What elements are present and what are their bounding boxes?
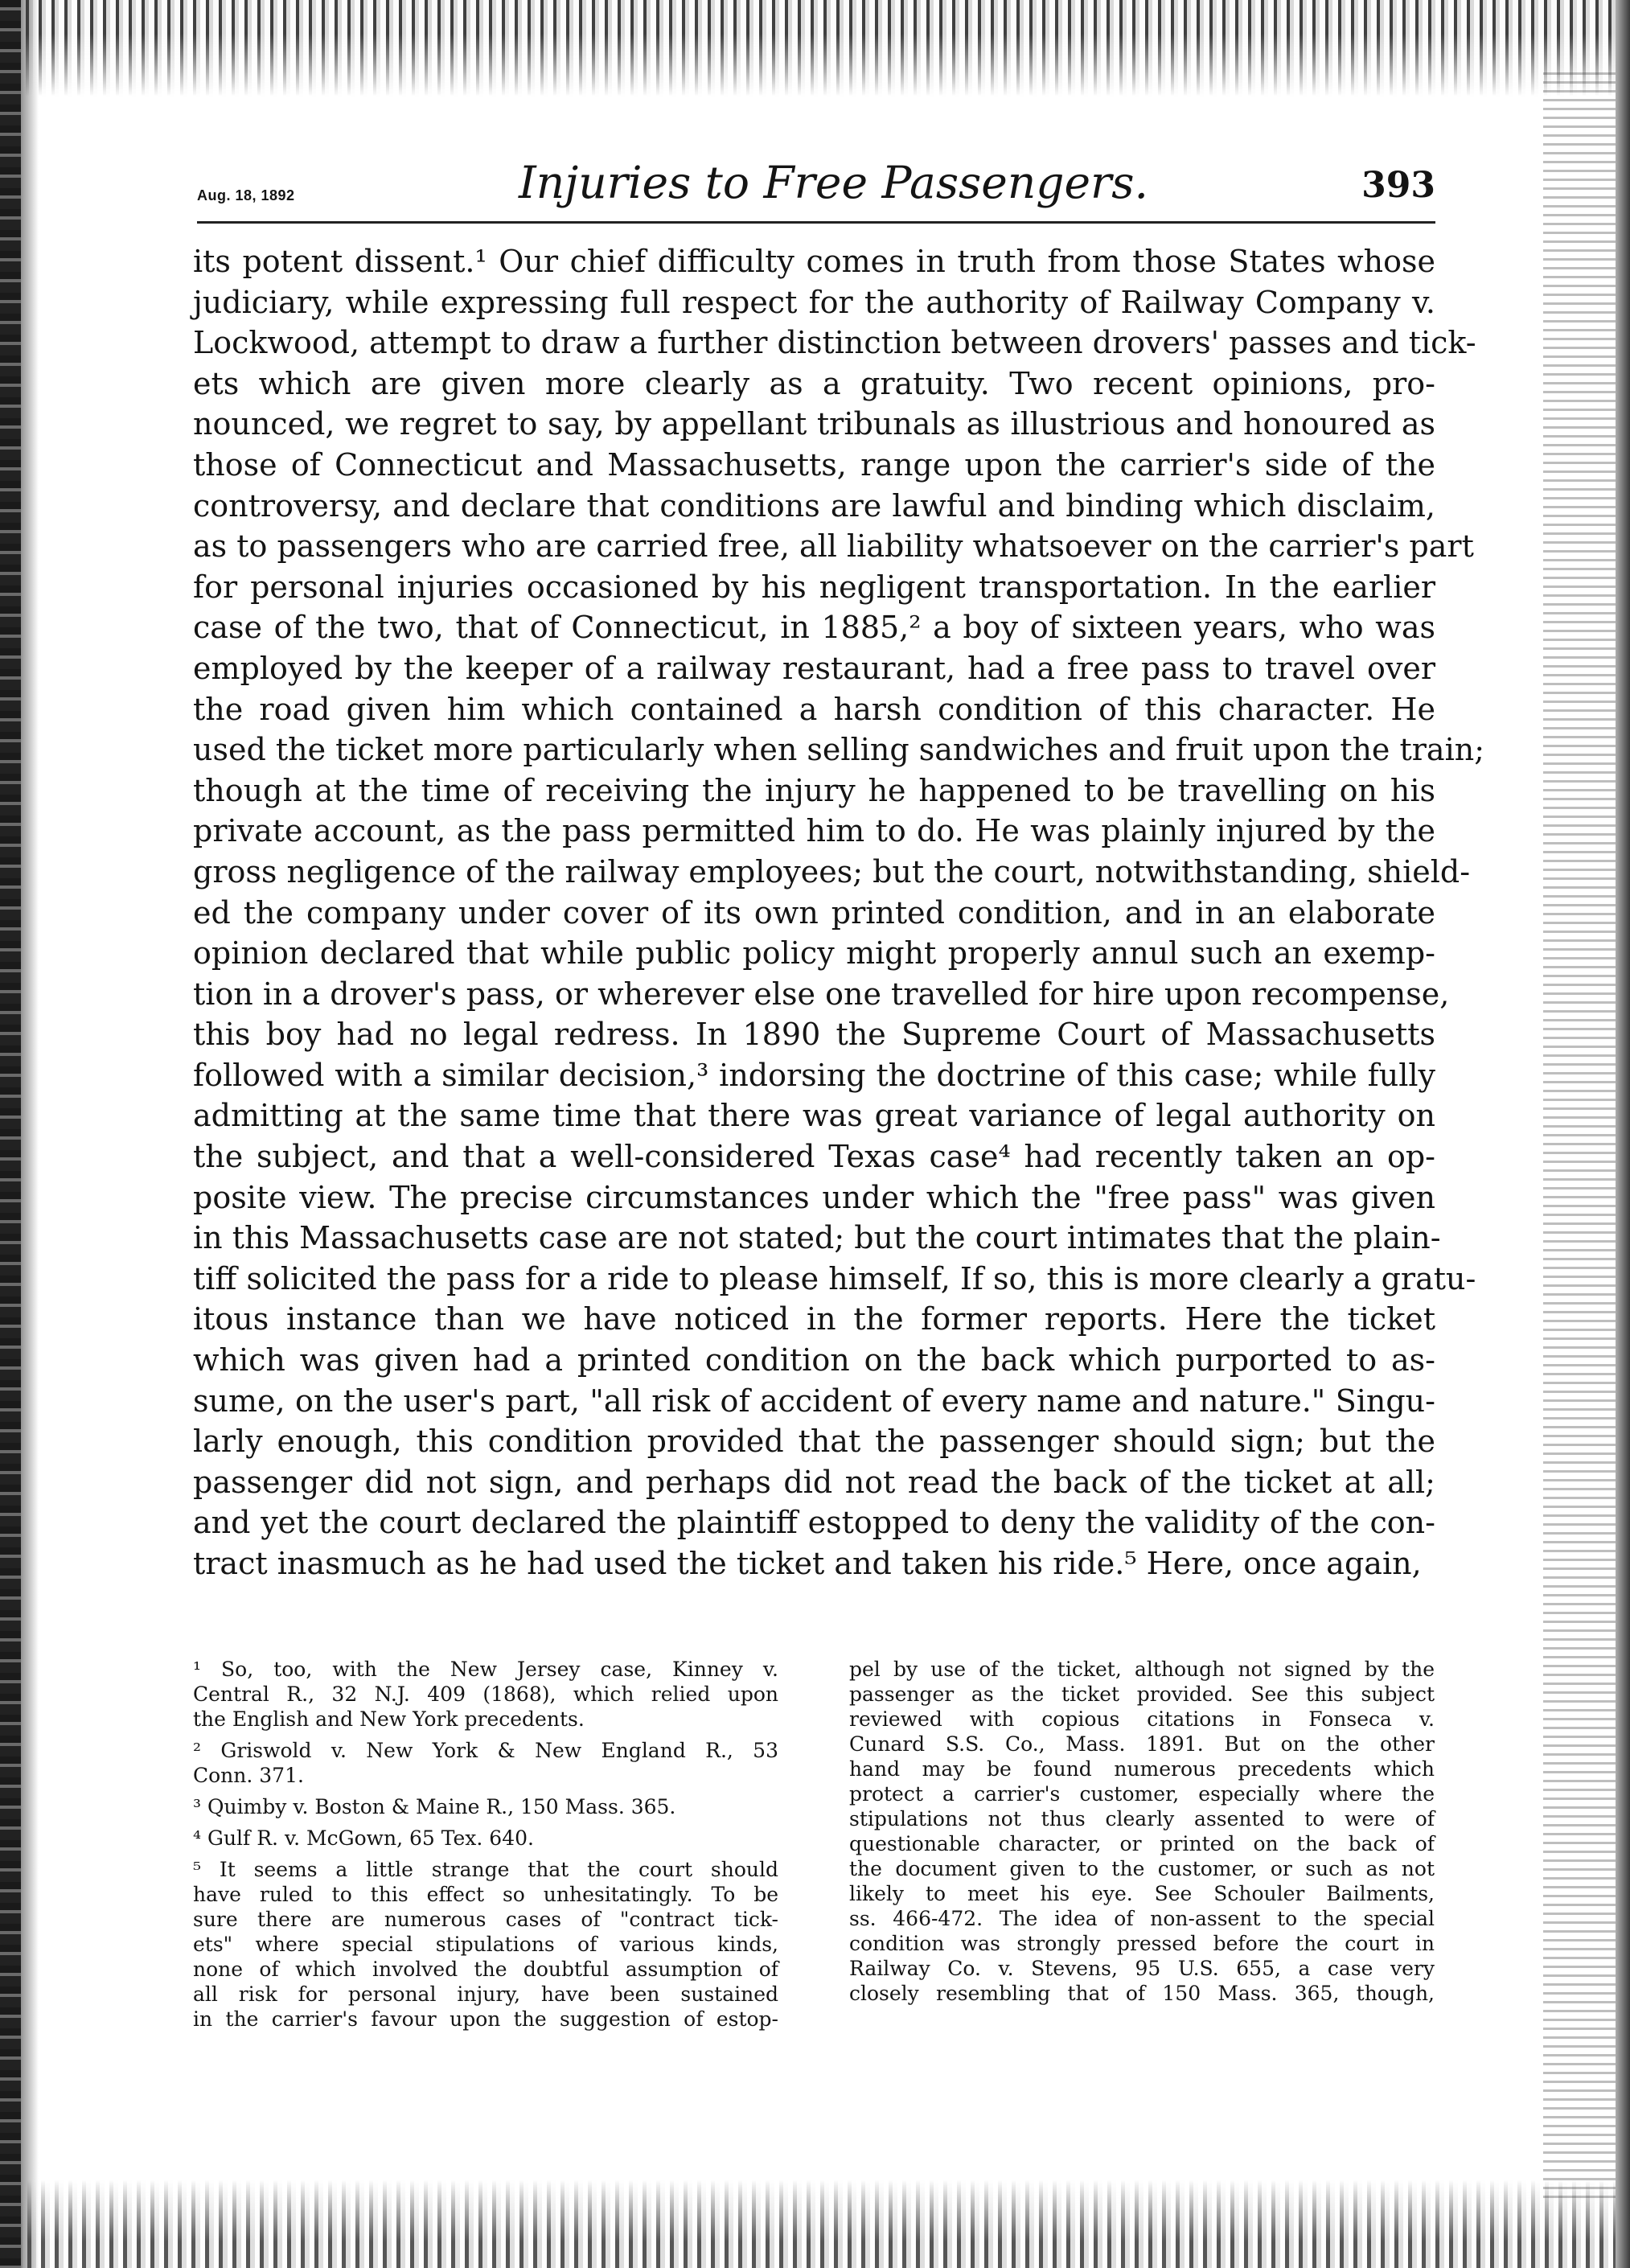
issue-date: Aug. 18, 1892 (197, 187, 295, 203)
page-title: Injuries to Free Passengers. (519, 157, 1148, 208)
footnote-line: likely to meet his eye. See Schouler Bailments, (849, 1882, 1435, 1905)
footnote-line: pel by use of the ticket, although not signed by the (849, 1658, 1435, 1681)
footnote-line: stipulations not thus clearly assented to were of (849, 1807, 1435, 1830)
scan-left-shadow (21, 0, 39, 2268)
footnote-line: closely resembling that of 150 Mass. 365, though, (849, 1982, 1435, 2005)
text-line: employed by the keeper of a railway restaurant, had a free pass to travel over (193, 650, 1435, 686)
footnote-line: ets" where special stipulations of various kinds, (193, 1933, 778, 1956)
text-line: controversy, and declare that conditions are lawful and binding which disclaim, (193, 487, 1435, 524)
text-line: private account, as the pass permitted him to do. He was plainly injured by the (193, 813, 1435, 849)
text-line: sume, on the user's part, "all risk of accident of every name and nature." Singu- (193, 1383, 1435, 1419)
text-line: posite view. The precise circumstances under which the "free pass" was given (193, 1179, 1435, 1215)
footnote-line: ⁵ It seems a little strange that the court should (193, 1858, 778, 1881)
footnote-line: ⁴ Gulf R. v. McGown, 65 Tex. 640. (193, 1826, 534, 1850)
footnote-line: the English and New York precedents. (193, 1707, 585, 1731)
text-line: tract inasmuch as he had used the ticket and taken his ride.⁵ Here, once again, (193, 1546, 1422, 1581)
text-line: larly enough, this condition provided that the passenger should sign; but the (193, 1424, 1435, 1460)
text-line: tiff solicited the pass for a ride to please himself, If so, this is more clearly a gratu- (193, 1260, 1476, 1296)
footnote-line: all risk for personal injury, have been sustained (193, 1982, 778, 2006)
footnote-line: Cunard S.S. Co., Mass. 1891. But on the other (849, 1732, 1435, 1756)
footnote-line: questionable character, or printed on the back of (849, 1832, 1435, 1855)
text-line: ed the company under cover of its own printed condition, and in an elaborate (193, 894, 1435, 931)
text-line: those of Connecticut and Massachusetts, range upon the carrier's side of the (193, 446, 1435, 483)
text-line: gross negligence of the railway employees; but the court, notwithstanding, shield- (193, 853, 1471, 890)
page-number: 393 (1361, 165, 1435, 206)
header-rule (197, 221, 1435, 224)
text-line: judiciary, while expressing full respect for the authority of Railway Company v. (193, 284, 1435, 320)
footnote-line: ³ Quimby v. Boston & Maine R., 150 Mass. 365. (193, 1795, 676, 1818)
scan-bottom-edge (0, 2180, 1630, 2268)
footnote-line: Conn. 371. (193, 1764, 304, 1787)
text-line: ets which are given more clearly as a gratuity. Two recent opinions, pro- (193, 365, 1435, 401)
footnote-line: protect a carrier's customer, especially where the (849, 1782, 1435, 1806)
text-line: passenger did not sign, and perhaps did not read the back of the ticket at all; (193, 1464, 1435, 1500)
scan-top-edge (0, 0, 1630, 97)
text-line: as to passengers who are carried free, all liability whatsoever on the carrier's part (193, 528, 1474, 565)
text-line: the road given him which contained a harsh condition of this character. He (193, 691, 1435, 727)
text-line: in this Massachusetts case are not stated; but the court intimates that the plain- (193, 1220, 1441, 1256)
text-line: nounced, we regret to say, by appellant tribunals as illustrious and honoured as (193, 406, 1435, 442)
text-line: and yet the court declared the plaintiff estopped to deny the validity of the con- (193, 1505, 1435, 1541)
footnote-line: Central R., 32 N.J. 409 (1868), which relied upon (193, 1683, 778, 1706)
text-line: opinion declared that while public policy might properly annul such an exemp- (193, 935, 1435, 972)
footnote-line: condition was strongly pressed before the court in (849, 1932, 1435, 1955)
scan-left-edge (0, 0, 21, 2268)
text-line: though at the time of receiving the injury he happened to be travelling on his (193, 772, 1435, 808)
footnotes-left-column (193, 1657, 778, 2032)
footnote-line: Railway Co. v. Stevens, 95 U.S. 655, a case very (849, 1957, 1435, 1980)
text-line: case of the two, that of Connecticut, in 1885,² a boy of sixteen years, who was (193, 610, 1435, 646)
text-line: Lockwood, attempt to draw a further distinction between drovers' passes and tick- (193, 325, 1476, 361)
text-line: followed with a similar decision,³ indorsing the doctrine of this case; while fully (193, 1057, 1435, 1093)
article-body (193, 241, 1485, 1584)
footnote-line: ss. 466-472. The idea of non-assent to the special (849, 1907, 1435, 1930)
text-line: itous instance than we have noticed in the former reports. Here the ticket (193, 1301, 1435, 1337)
text-line: used the ticket more particularly when selling sandwiches and fruit upon the train; (193, 732, 1485, 768)
text-line: which was given had a printed condition on the back which purported to as- (193, 1342, 1435, 1378)
footnote-line: have ruled to this effect so unhesitatingly. To be (193, 1883, 778, 1906)
text-line: this boy had no legal redress. In 1890 the Supreme Court of Massachusetts (193, 1017, 1435, 1053)
text-line: its potent dissent.¹ Our chief difficulty comes in truth from those States whose (193, 244, 1435, 279)
scan-right-edge (1616, 0, 1630, 2268)
footnotes (193, 1657, 1435, 2171)
footnote-line: in the carrier's favour upon the suggestion of estop- (193, 2007, 778, 2031)
footnote-line: sure there are numerous cases of "contract tick- (193, 1908, 778, 1931)
scan-right-shadow (1543, 72, 1616, 2204)
footnote-line: passenger as the ticket provided. See this subject (849, 1683, 1435, 1706)
footnote-line: hand may be found numerous precedents which (849, 1757, 1435, 1781)
text-line: tion in a drover's pass, or wherever else one travelled for hire upon recompense, (193, 976, 1450, 1012)
footnote-line: the document given to the customer, or such as not (849, 1857, 1435, 1880)
running-head (197, 157, 1435, 213)
text-line: admitting at the same time that there was great variance of legal authority on (193, 1098, 1435, 1134)
footnote-line: reviewed with copious citations in Fonseca v. (849, 1707, 1435, 1731)
text-line: the subject, and that a well-considered Texas case⁴ had recently taken an op- (193, 1139, 1435, 1175)
footnote-line: none of which involved the doubtful assumption of (193, 1958, 778, 1981)
footnotes-right-column (849, 1657, 1435, 2006)
footnote-line: ² Griswold v. New York & New England R., 53 (193, 1739, 778, 1762)
footnote-line: ¹ So, too, with the New Jersey case, Kinney v. (193, 1658, 778, 1681)
text-line: for personal injuries occasioned by his negligent transportation. In the earlier (193, 569, 1435, 605)
